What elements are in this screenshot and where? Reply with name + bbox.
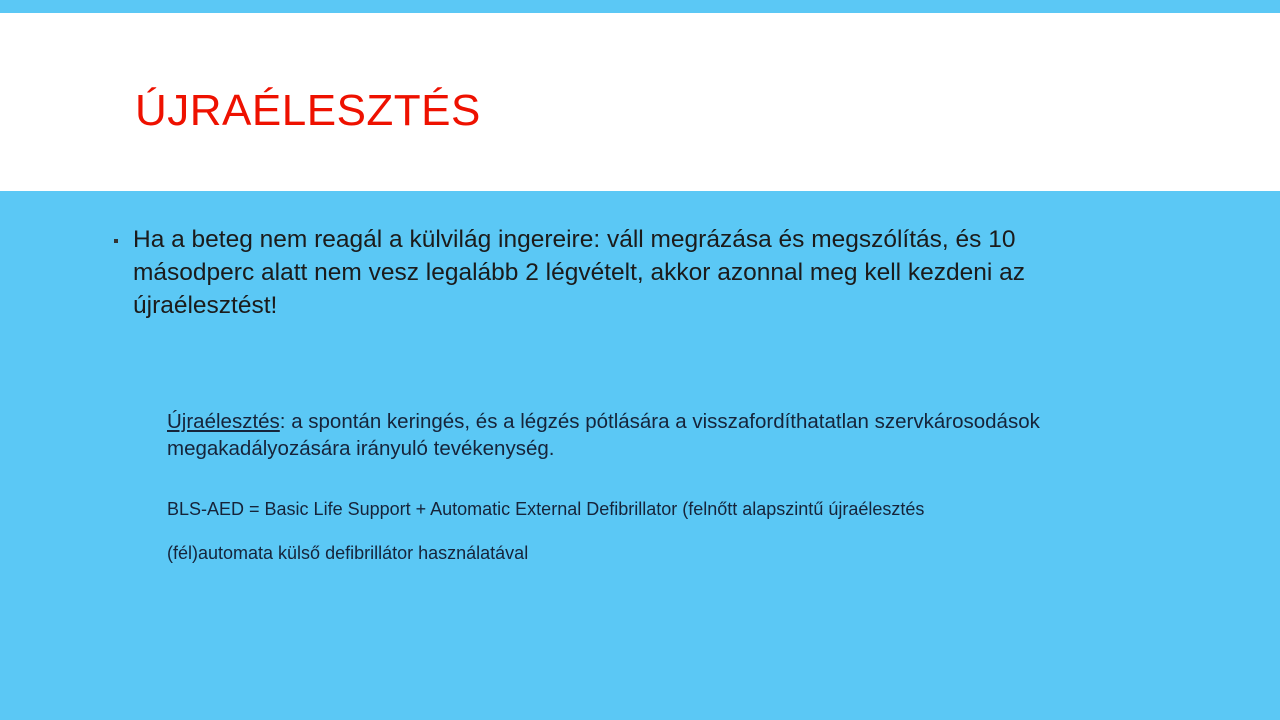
square-bullet-icon <box>112 239 120 243</box>
slide-body <box>0 191 1280 720</box>
definition-line <box>167 408 1157 462</box>
bls-line-1: BLS-AED = Basic Life Support + Automatic External Defibrillator (felnőtt alapszintű újraélesztés <box>167 499 925 519</box>
definition-block <box>167 387 1157 482</box>
definition-text: : a spontán keringés, és a légzés pótlására a visszafordíthatatlan szervkárosodások megakadályozására irányuló tevékenység. <box>167 409 1040 460</box>
title-area <box>0 13 1280 191</box>
definition-term: Újraélesztés <box>167 409 280 433</box>
bullet-item-text: Ha a beteg nem reagál a külvilág ingereire: váll megrázása és megszólítás, és 10 másodperc alatt nem vesz legalább 2 légvételt, akkor azonnal meg kell kezdeni az újraélesztést! <box>133 226 1026 319</box>
bls-block <box>167 478 1167 584</box>
bls-line-2: (fél)automata külső defibrillátor használatával <box>167 543 529 563</box>
top-accent-bar <box>0 0 1280 13</box>
bullet-item <box>112 223 1142 322</box>
page-title: ÚJRAÉLESZTÉS <box>135 86 481 135</box>
